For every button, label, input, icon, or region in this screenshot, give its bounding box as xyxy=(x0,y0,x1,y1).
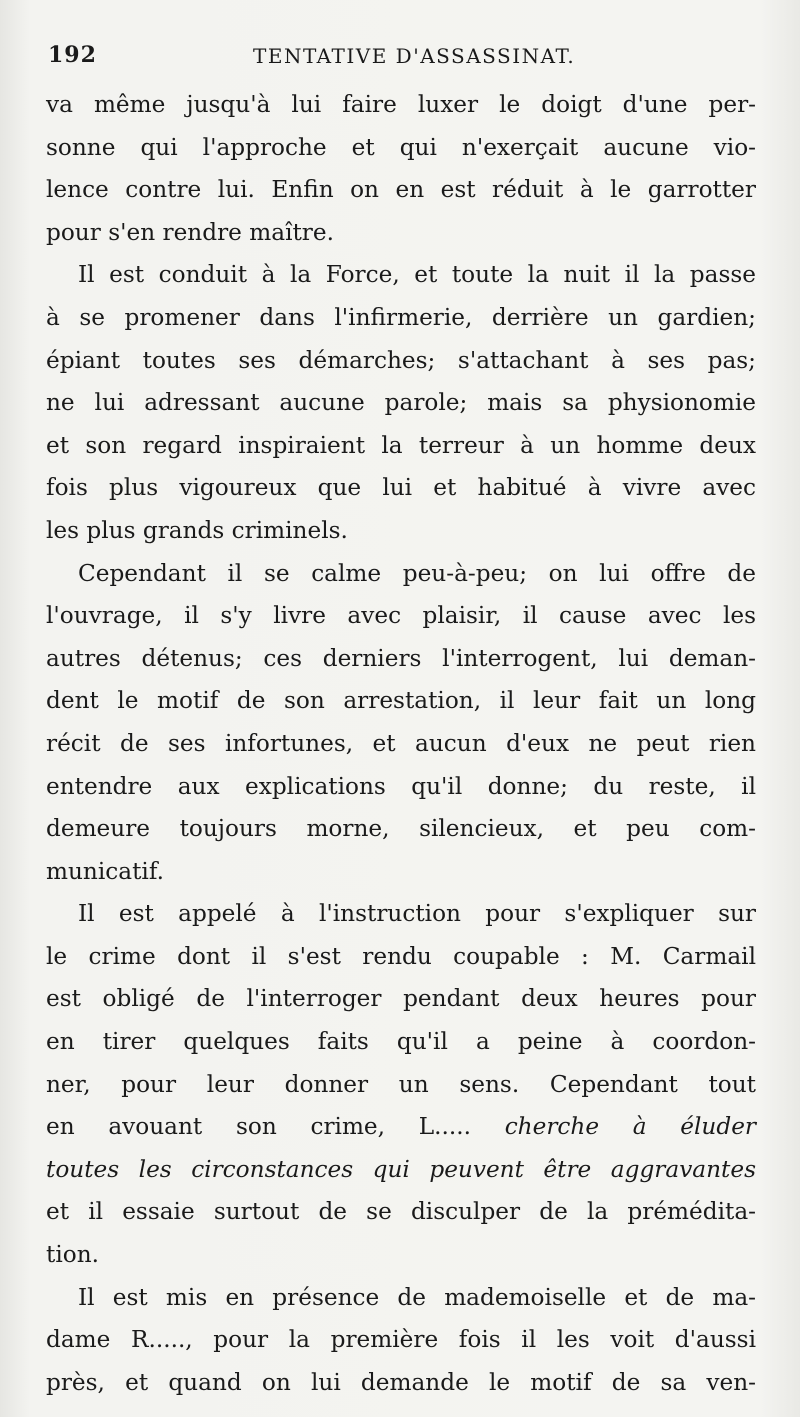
text-line: près, et quand on lui demande le motif de sa ven- xyxy=(46,1368,756,1396)
text-line: le crime dont il s'est rendu coupable : M. Carmail xyxy=(46,942,756,970)
text-line: dent le motif de son arrestation, il leur fait un long xyxy=(46,687,756,715)
text-line: est obligé de l'interroger pendant deux heures pour xyxy=(46,985,756,1013)
text-line: et il essaie surtout de se disculper de la prémédita- xyxy=(46,1198,756,1226)
text-line: tion. xyxy=(46,1241,99,1269)
page-number: 192 xyxy=(48,42,97,68)
text-line: fois plus vigoureux que lui et habitué à vivre avec xyxy=(46,474,756,502)
text-line: sonne qui l'approche et qui n'exerçait aucune vio- xyxy=(46,133,756,161)
running-title: TENTATIVE D'ASSASSINAT. xyxy=(253,44,576,68)
text-line: demeure toujours morne, silencieux, et peu com- xyxy=(46,815,756,843)
text-line: l'ouvrage, il s'y livre avec plaisir, il cause avec les xyxy=(46,602,756,630)
text-line: épiant toutes ses démarches; s'attachant à ses pas; xyxy=(46,346,756,374)
text-line: dame R....., pour la première fois il les voit d'aussi xyxy=(46,1326,756,1354)
text-line: lence contre lui. Enfin on en est réduit à le garrotter xyxy=(46,176,756,204)
text-line: les plus grands criminels. xyxy=(46,516,348,544)
paragraph-start-line: Cependant il se calme peu-à-peu; on lui offre de xyxy=(78,559,756,587)
text-line: à se promener dans l'infirmerie, derrière un gardien; xyxy=(46,303,756,331)
body-text xyxy=(46,84,756,1404)
text-line: pour s'en rendre maître. xyxy=(46,218,334,246)
italic-text-segment: cherche à éluder xyxy=(504,1113,757,1141)
text-line: ne lui adressant aucune parole; mais sa physionomie xyxy=(46,389,756,417)
text-line: autres détenus; ces derniers l'interrogent, lui deman- xyxy=(46,644,756,672)
paragraph-start-line: Il est mis en présence de mademoiselle et de ma- xyxy=(78,1283,756,1311)
italic-text-line: toutes les circonstances qui peuvent être aggravantes xyxy=(46,1155,756,1183)
page-header xyxy=(48,38,758,78)
paragraph-start-line: Il est appelé à l'instruction pour s'expliquer sur xyxy=(78,900,756,928)
text-line: ner, pour leur donner un sens. Cependant tout xyxy=(46,1070,756,1098)
text-segment: en avouant son crime, L..... xyxy=(46,1113,505,1141)
text-line: récit de ses infortunes, et aucun d'eux ne peut rien xyxy=(46,729,756,757)
text-line: va même jusqu'à lui faire luxer le doigt d'une per- xyxy=(46,91,756,118)
text-line: et son regard inspiraient la terreur à un homme deux xyxy=(46,431,756,459)
mixed-text-line xyxy=(46,1106,756,1149)
paragraph-start-line: Il est conduit à la Force, et toute la nuit il la passe xyxy=(78,261,756,289)
text-line: en tirer quelques faits qu'il a peine à coordon- xyxy=(46,1028,756,1056)
text-line: entendre aux explications qu'il donne; du reste, il xyxy=(46,772,756,800)
text-line: municatif. xyxy=(46,857,164,885)
